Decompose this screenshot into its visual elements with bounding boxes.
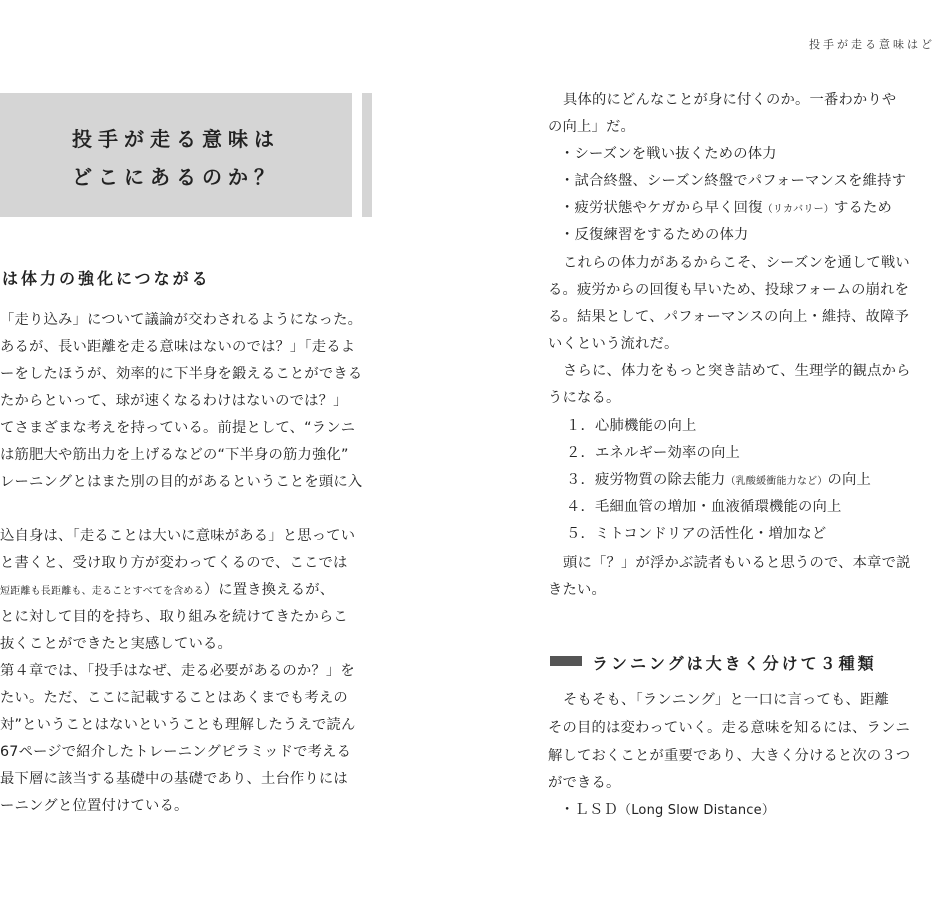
left-body-line: ーニングと位置付けている。 — [0, 798, 189, 814]
left-body-line: たからといって、球が速くなるわけはないのでは？」 — [0, 393, 348, 409]
lsd-detail: （Long Slow Distance） — [618, 803, 776, 818]
left-body-line: 抜くことができたと実感している。 — [0, 636, 232, 652]
right-intro-line: 具体的にどんなことが身に付くのか。一番わかりや — [563, 92, 897, 108]
left-section-heading: は体力の強化につながる — [2, 269, 211, 288]
numbered-text: の向上 — [827, 472, 871, 488]
left-body-line: 最下層に該当する基礎中の基礎であり、土台作りには — [0, 771, 348, 787]
numbered-item: １．心肺機能の向上 — [566, 418, 697, 434]
right-section-heading: ランニングは大きく分けて３種類 — [592, 654, 877, 673]
left-body-line-with-note — [0, 580, 334, 602]
inline-text: ）に置き換えるが、 — [203, 582, 335, 598]
left-body-line: レーニングとはまた別の目的があるということを頭に入 — [0, 474, 363, 490]
bullet-note: （リカバリー） — [762, 204, 834, 215]
chapter-title-line-1: 投手が走る意味は — [72, 127, 280, 151]
bullet-text: ・疲労状態やケガから早く回復 — [560, 200, 763, 216]
left-body-line: ーをしたほうが、効率的に下半身を鍛えることができる — [0, 366, 363, 382]
left-body-line: と書くと、受け取り方が変わってくるので、ここでは — [0, 555, 348, 571]
right-paragraph-line: さらに、体力をもっと突き詰めて、生理学的観点から — [563, 363, 911, 379]
numbered-text: ３．疲労物質の除去能力 — [566, 472, 726, 488]
left-page — [0, 0, 460, 920]
numbered-item-with-note — [566, 470, 871, 492]
left-body-line: は筋肥大や筋出力を上げるなどの“下半身の筋力強化” — [0, 447, 349, 463]
right-section-line: その目的は変わっていく。走る意味を知るには、ランニ — [548, 720, 910, 736]
title-accent-bar — [362, 93, 372, 217]
lsd-item — [560, 800, 775, 821]
right-paragraph-line: る。疲労からの回復も早いため、投球フォームの崩れを — [548, 282, 910, 298]
bullet-item: ・試合終盤、シーズン終盤でパフォーマンスを維持す — [560, 173, 907, 189]
chapter-title-box — [0, 93, 352, 217]
lsd-label: ・ＬＳＤ — [560, 802, 618, 818]
right-intro-line: の向上」だ。 — [548, 119, 635, 135]
right-closing-line: 頭に「？」が浮かぶ読者もいると思うので、本章で説 — [563, 555, 911, 571]
right-section-line: そもそも、「ランニング」と一口に言っても、距離 — [563, 692, 889, 708]
left-body-line: 67ページで紹介したトレーニングピラミッドで考える — [0, 744, 352, 760]
right-paragraph-line: うになる。 — [548, 390, 621, 406]
left-body-line: とに対して目的を持ち、取り組みを続けてきたからこ — [0, 609, 348, 625]
left-body-line: 込自身は、「走ることは大いに意味がある」と思ってい — [0, 528, 356, 544]
left-body-line: 対”ということはないということも理解したうえで読ん — [0, 717, 356, 733]
left-body-line: 「走り込み」について議論が交わされるようになった。 — [0, 312, 363, 328]
numbered-note: （乳酸緩衝能力など） — [725, 476, 828, 487]
bullet-item: ・反復練習をするための体力 — [560, 227, 749, 243]
inline-note: 短距離も長距離も、走ることすべてを含める — [0, 586, 204, 597]
left-body-line: てさまざまな考えを持っている。前提として、“ランニ — [0, 420, 356, 436]
left-body-line: たい。ただ、ここに記載することはあくまでも考えの — [0, 690, 348, 706]
bullet-item: ・シーズンを戦い抜くための体力 — [560, 146, 777, 162]
right-page — [460, 0, 935, 920]
left-body-line: あるが、長い距離を走る意味はないのでは？」「走るよ — [0, 339, 356, 355]
running-head: 投手が走る意味はど — [809, 38, 935, 51]
right-closing-line: きたい。 — [548, 582, 606, 598]
right-paragraph-line: る。結果として、パフォーマンスの向上・維持、故障予 — [548, 309, 909, 325]
numbered-item: ５．ミトコンドリアの活性化・増加など — [566, 526, 827, 542]
right-paragraph-line: これらの体力があるからこそ、シーズンを通して戦い — [563, 255, 910, 271]
bullet-item-with-note — [560, 198, 892, 220]
left-body-line: 第４章では、「投手はなぜ、走る必要があるのか？」を — [0, 663, 355, 679]
right-section-line: 解しておくことが重要であり、大きく分けると次の３つ — [548, 748, 911, 764]
right-paragraph-line: いくという流れだ。 — [548, 336, 679, 352]
chapter-title-line-2: どこにあるのか？ — [72, 165, 280, 189]
numbered-item: ２．エネルギー効率の向上 — [566, 445, 740, 461]
section-heading-bar — [550, 656, 582, 666]
numbered-item: ４．毛細血管の増加・血液循環機能の向上 — [566, 499, 842, 515]
right-section-line: ができる。 — [548, 775, 621, 791]
bullet-text: するため — [833, 200, 892, 216]
